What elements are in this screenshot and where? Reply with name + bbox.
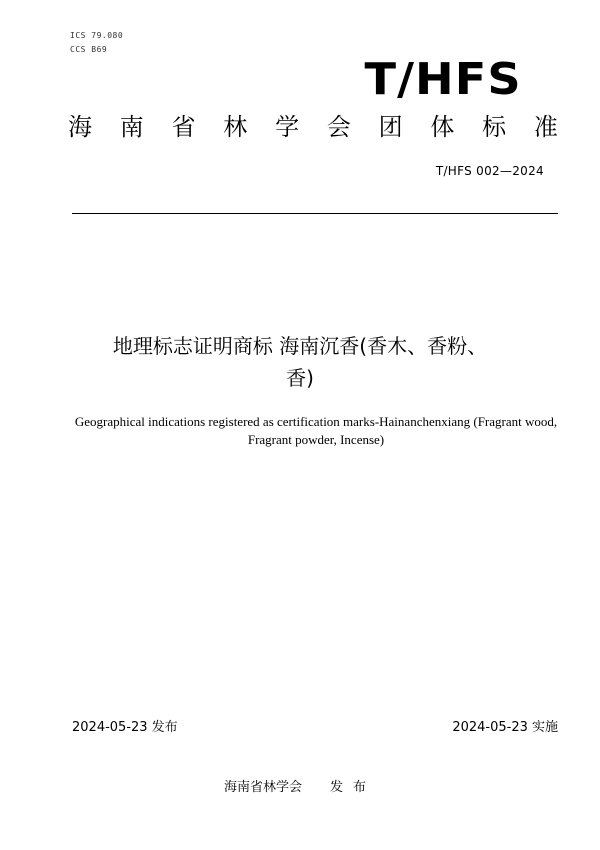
- publisher-name: 海南省林学会: [223, 780, 302, 795]
- implementation-date: 2024-05-23 实施: [452, 720, 558, 735]
- chinese-title: [60, 330, 540, 394]
- organization-char: 学: [275, 113, 300, 141]
- organization-char: 团: [378, 113, 403, 141]
- organization-char: 会: [326, 113, 351, 141]
- organization-char: 体: [430, 113, 455, 141]
- organization-name: [68, 115, 558, 139]
- issue-date: 2024-05-23 发布: [72, 720, 178, 735]
- standard-number: T/HFS 002—2024: [435, 164, 544, 178]
- chinese-title-line-1: 地理标志证明商标 海南沉香(香木、香粉、: [112, 334, 488, 358]
- organization-char: 南: [119, 113, 144, 141]
- organization-char: 海: [68, 113, 92, 141]
- header-divider: [72, 213, 558, 214]
- publish-action: 发布: [330, 780, 377, 795]
- organization-char: 省: [171, 113, 196, 141]
- organization-char: 林: [223, 113, 248, 141]
- organization-char: 准: [533, 113, 558, 141]
- chinese-title-line-2: 香): [286, 366, 314, 390]
- publisher-line: [0, 776, 600, 795]
- standard-logo: T/HFS: [364, 54, 522, 105]
- organization-char: 标: [482, 113, 507, 141]
- ccs-code: CCS B69: [70, 45, 108, 54]
- english-title: Geographical indications registered as certification marks-Hainanchenxiang (Fragrant wood, Fragrant powder, Incense): [74, 414, 558, 447]
- ics-code: ICS 79.080: [70, 31, 124, 40]
